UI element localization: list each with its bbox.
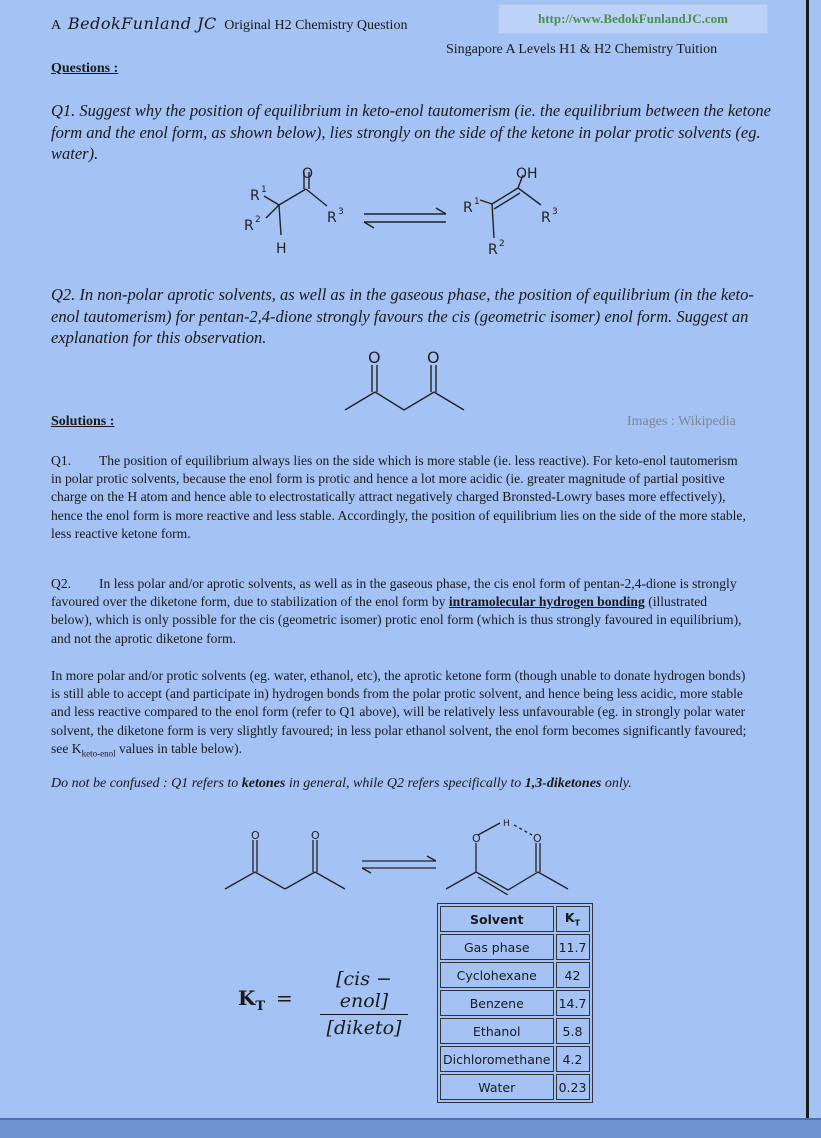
keto-r3-sup: 3 bbox=[338, 207, 344, 217]
solution-2 bbox=[51, 575, 751, 648]
solution-2-text-after: (illustrated below), which is only possible for the cis (geometric isomer) protic enol form (which is thus strongly favoured in equilibrium), and not the aprotic diketone form. bbox=[51, 594, 742, 646]
header-kt bbox=[556, 906, 590, 932]
note-part-2: in general, while Q2 refers specifically to bbox=[285, 776, 525, 791]
kt-subscript: T bbox=[255, 999, 266, 1014]
enol-r3: R bbox=[541, 210, 551, 226]
oxygen-right: O bbox=[427, 348, 440, 367]
clarification-note bbox=[51, 776, 632, 792]
enol-r2: R bbox=[488, 242, 498, 258]
solvent-cell: Benzene bbox=[440, 990, 554, 1016]
solutions-heading: Solutions : bbox=[51, 414, 115, 429]
keto-oxygen: O bbox=[302, 166, 314, 182]
brand-prefix: A bbox=[51, 18, 61, 33]
keto-enol-diagram bbox=[230, 160, 590, 265]
kt-cell: 0.23 bbox=[556, 1074, 590, 1100]
brand-logo: BedokFunland JC bbox=[67, 14, 217, 33]
enol-r1: R bbox=[463, 200, 473, 216]
table-header-row bbox=[440, 906, 590, 932]
note-part-1: Do not be confused : Q1 refers to bbox=[51, 776, 242, 791]
enol-oxygen-right: O bbox=[533, 832, 542, 845]
site-url-link[interactable]: http://www.BedokFunlandJC.com bbox=[498, 4, 768, 34]
solution-2-p2-end: values in table below). bbox=[115, 740, 243, 756]
solution-1-label: Q1. bbox=[51, 453, 72, 468]
keto-r1-sup: 1 bbox=[261, 185, 267, 195]
header-subtitle: Singapore A Levels H1 & H2 Chemistry Tuition bbox=[446, 42, 718, 57]
kt-cell: 42 bbox=[556, 962, 590, 988]
dk-oxygen-left: O bbox=[251, 829, 260, 842]
table-row bbox=[440, 1046, 590, 1072]
solvent-cell: Ethanol bbox=[440, 1018, 554, 1044]
table-row bbox=[440, 1018, 590, 1044]
question-2: Q2. In non-polar aprotic solvents, as well as in the gaseous phase, the position of equilibrium (in the keto-enol tautomerism) for pentan-2,4-dione strongly favours the cis (geometric isomer) enol form. Suggest an explanation for this observation. bbox=[51, 285, 754, 347]
table-row bbox=[440, 962, 590, 988]
enol-oh: OH bbox=[516, 166, 538, 182]
enol-r1-sup: 1 bbox=[474, 197, 480, 207]
note-part-3: only. bbox=[601, 776, 632, 791]
solvent-cell: Gas phase bbox=[440, 934, 554, 960]
solution-2-text-before: In less polar and/or aprotic solvents, as well as in the gaseous phase, the cis enol form of pentan-2,4-dione is strongly favoured over the diketone form, due to stabilization of the enol form by bbox=[51, 576, 737, 610]
enol-hydrogen: H bbox=[503, 819, 510, 829]
solution-2-label: Q2. bbox=[51, 576, 72, 591]
question-1: Q1. Suggest why the position of equilibrium in keto-enol tautomerism (ie. the equilibrium between the ketone form and the enol form, as shown below), lies strongly on the side of the ketone in polar protic solvents (eg. water). bbox=[51, 101, 771, 163]
solution-1-text: The position of equilibrium always lies on the side which is more stable (ie. less reactive). For keto-enol tautomerism in polar protic solvents, because the enol form is protic and hence a lot more acidic (ie. greater magnitude of partial positive charge on the H atom and hence able to electrostatically attract negatively charged Bronsted-Lowry bases more effectively), hence the enol form is more reactive and less stable. Accordingly, the position of equilibrium lies on the side of the more stable, less reactive ketone form. bbox=[51, 453, 746, 541]
solution-2-paragraph-2 bbox=[51, 667, 751, 763]
solvent-cell: Dichloromethane bbox=[440, 1046, 554, 1072]
kt-cell: 11.7 bbox=[556, 934, 590, 960]
keto-r2-sup: 2 bbox=[255, 215, 261, 225]
image-credit: Images : Wikipedia bbox=[627, 414, 736, 429]
enol-oxygen-left: O bbox=[472, 832, 481, 845]
header-brand bbox=[51, 14, 407, 34]
keto-r3: R bbox=[327, 210, 337, 226]
kt-fraction bbox=[320, 968, 408, 1039]
kt-lhs bbox=[238, 986, 293, 1014]
denominator: [diketo] bbox=[326, 1017, 402, 1039]
solvent-cell: Cyclohexane bbox=[440, 962, 554, 988]
kt-table bbox=[437, 903, 593, 1103]
header-kt-sub: T bbox=[574, 918, 581, 928]
note-bold-ketones: ketones bbox=[241, 776, 286, 791]
numerator: [cis − enol] bbox=[336, 968, 392, 1012]
right-border bbox=[806, 0, 809, 1120]
bottom-bar bbox=[0, 1118, 821, 1138]
solution-1 bbox=[51, 452, 751, 543]
enol-r3-sup: 3 bbox=[552, 207, 558, 217]
kt-cell: 5.8 bbox=[556, 1018, 590, 1044]
questions-heading: Questions : bbox=[51, 61, 119, 76]
solvent-cell: Water bbox=[440, 1074, 554, 1100]
kt-cell: 14.7 bbox=[556, 990, 590, 1016]
dk-oxygen-right: O bbox=[311, 829, 320, 842]
kt-cell: 4.2 bbox=[556, 1046, 590, 1072]
header-k: K bbox=[564, 910, 575, 926]
header-solvent: Solvent bbox=[440, 906, 554, 932]
equals-sign: = bbox=[276, 986, 293, 1010]
kt-symbol: K bbox=[238, 986, 256, 1010]
table-row bbox=[440, 934, 590, 960]
enol-r2-sup: 2 bbox=[499, 239, 505, 249]
keto-r2: R bbox=[244, 218, 254, 234]
solution-2-p2-text: In more polar and/or protic solvents (eg. water, ethanol, etc), the aprotic ketone form (though unable to donate hydrogen bonds) is still able to accept (and participate in) hydrogen bonds from the polar protic solvent, and hence being less acidic, more stable and less reactive compared to the enol form (refer to Q1 above), will be relatively less unfavourable (eg. in strongly polar water solvent, the diketone form is very slightly favoured; in less polar ethanol solvent, the enol form becomes significantly favoured; see K bbox=[51, 668, 747, 756]
keto-hydrogen: H bbox=[276, 241, 287, 257]
header-title: Original H2 Chemistry Question bbox=[224, 18, 408, 33]
note-bold-diketones: 1,3-diketones bbox=[524, 776, 602, 791]
oxygen-left: O bbox=[368, 348, 381, 367]
fraction-bar bbox=[320, 1014, 408, 1015]
table-row bbox=[440, 1074, 590, 1100]
keto-r1: R bbox=[250, 188, 260, 204]
k-keto-enol-subscript: keto-enol bbox=[81, 748, 116, 759]
hydrogen-bonding-term: intramolecular hydrogen bonding bbox=[448, 594, 645, 610]
table-row bbox=[440, 990, 590, 1016]
diketone-enol-hbond-diagram bbox=[220, 815, 580, 895]
diketone-diagram bbox=[340, 347, 470, 415]
